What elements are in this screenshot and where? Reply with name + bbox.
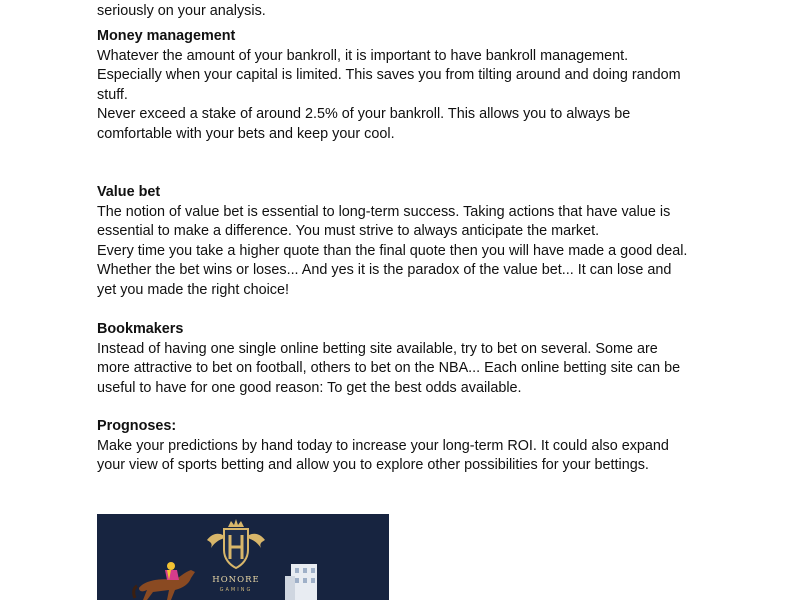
paragraph-line: your view of sports betting and allow you to explore other possibilities for your bettings.: [97, 457, 649, 473]
section-value-bet: [97, 183, 717, 300]
section-heading: Money management: [97, 28, 236, 44]
logo-wordmark: HONORE: [212, 575, 260, 585]
logo-subtitle: GAMING: [219, 587, 253, 593]
paragraph-line: Make your predictions by hand today to increase your long-term ROI. It could also expand: [97, 437, 669, 454]
paragraph-line: stuff.: [97, 86, 128, 103]
paragraph-line: Instead of having one single online betting site available, try to bet on several. Some are: [97, 340, 658, 357]
crest-logo-icon: [205, 518, 267, 570]
honore-gaming-banner-image: [97, 514, 389, 600]
paragraph-line: Every time you take a higher quote than the final quote then you will have made a good deal.: [97, 242, 688, 259]
paragraph-line: Never exceed a stake of around 2.5% of your bankroll. This allows you to always be: [97, 106, 631, 122]
section-heading: Value bet: [97, 184, 161, 200]
paragraph-line: more attractive to bet on football, others to bet on the NBA... Each online betting site can be: [97, 360, 681, 376]
paragraph-line: useful to have for one good reason: To get the best odds available.: [97, 379, 522, 396]
paragraph-line: yet you made the right choice!: [97, 281, 289, 298]
paragraph-line: comfortable with your bets and keep your cool.: [97, 125, 395, 142]
section-heading: Bookmakers: [97, 321, 184, 337]
cut-off-text-line: seriously on your analysis.: [97, 3, 266, 20]
paragraph-line: Whatever the amount of your bankroll, it is important to have bankroll management.: [97, 47, 629, 64]
paragraph-line: essential to make a difference. You must strive to always anticipate the market.: [97, 223, 600, 239]
section-bookmakers: [97, 320, 717, 398]
building-illustration-icon: [283, 562, 323, 600]
paragraph-line: Whether the bet wins or loses... And yes it is the paradox of the value bet... It can lose and: [97, 262, 672, 278]
section-prognoses: [97, 417, 717, 476]
paragraph-line: Especially when your capital is limited. This saves you from tilting around and doing random: [97, 67, 681, 83]
paragraph-line: The notion of value bet is essential to long-term success. Taking actions that have value is: [97, 203, 671, 220]
section-money-management: [97, 27, 717, 144]
racehorse-jockey-icon: [131, 558, 203, 600]
section-heading: Prognoses:: [97, 418, 177, 434]
